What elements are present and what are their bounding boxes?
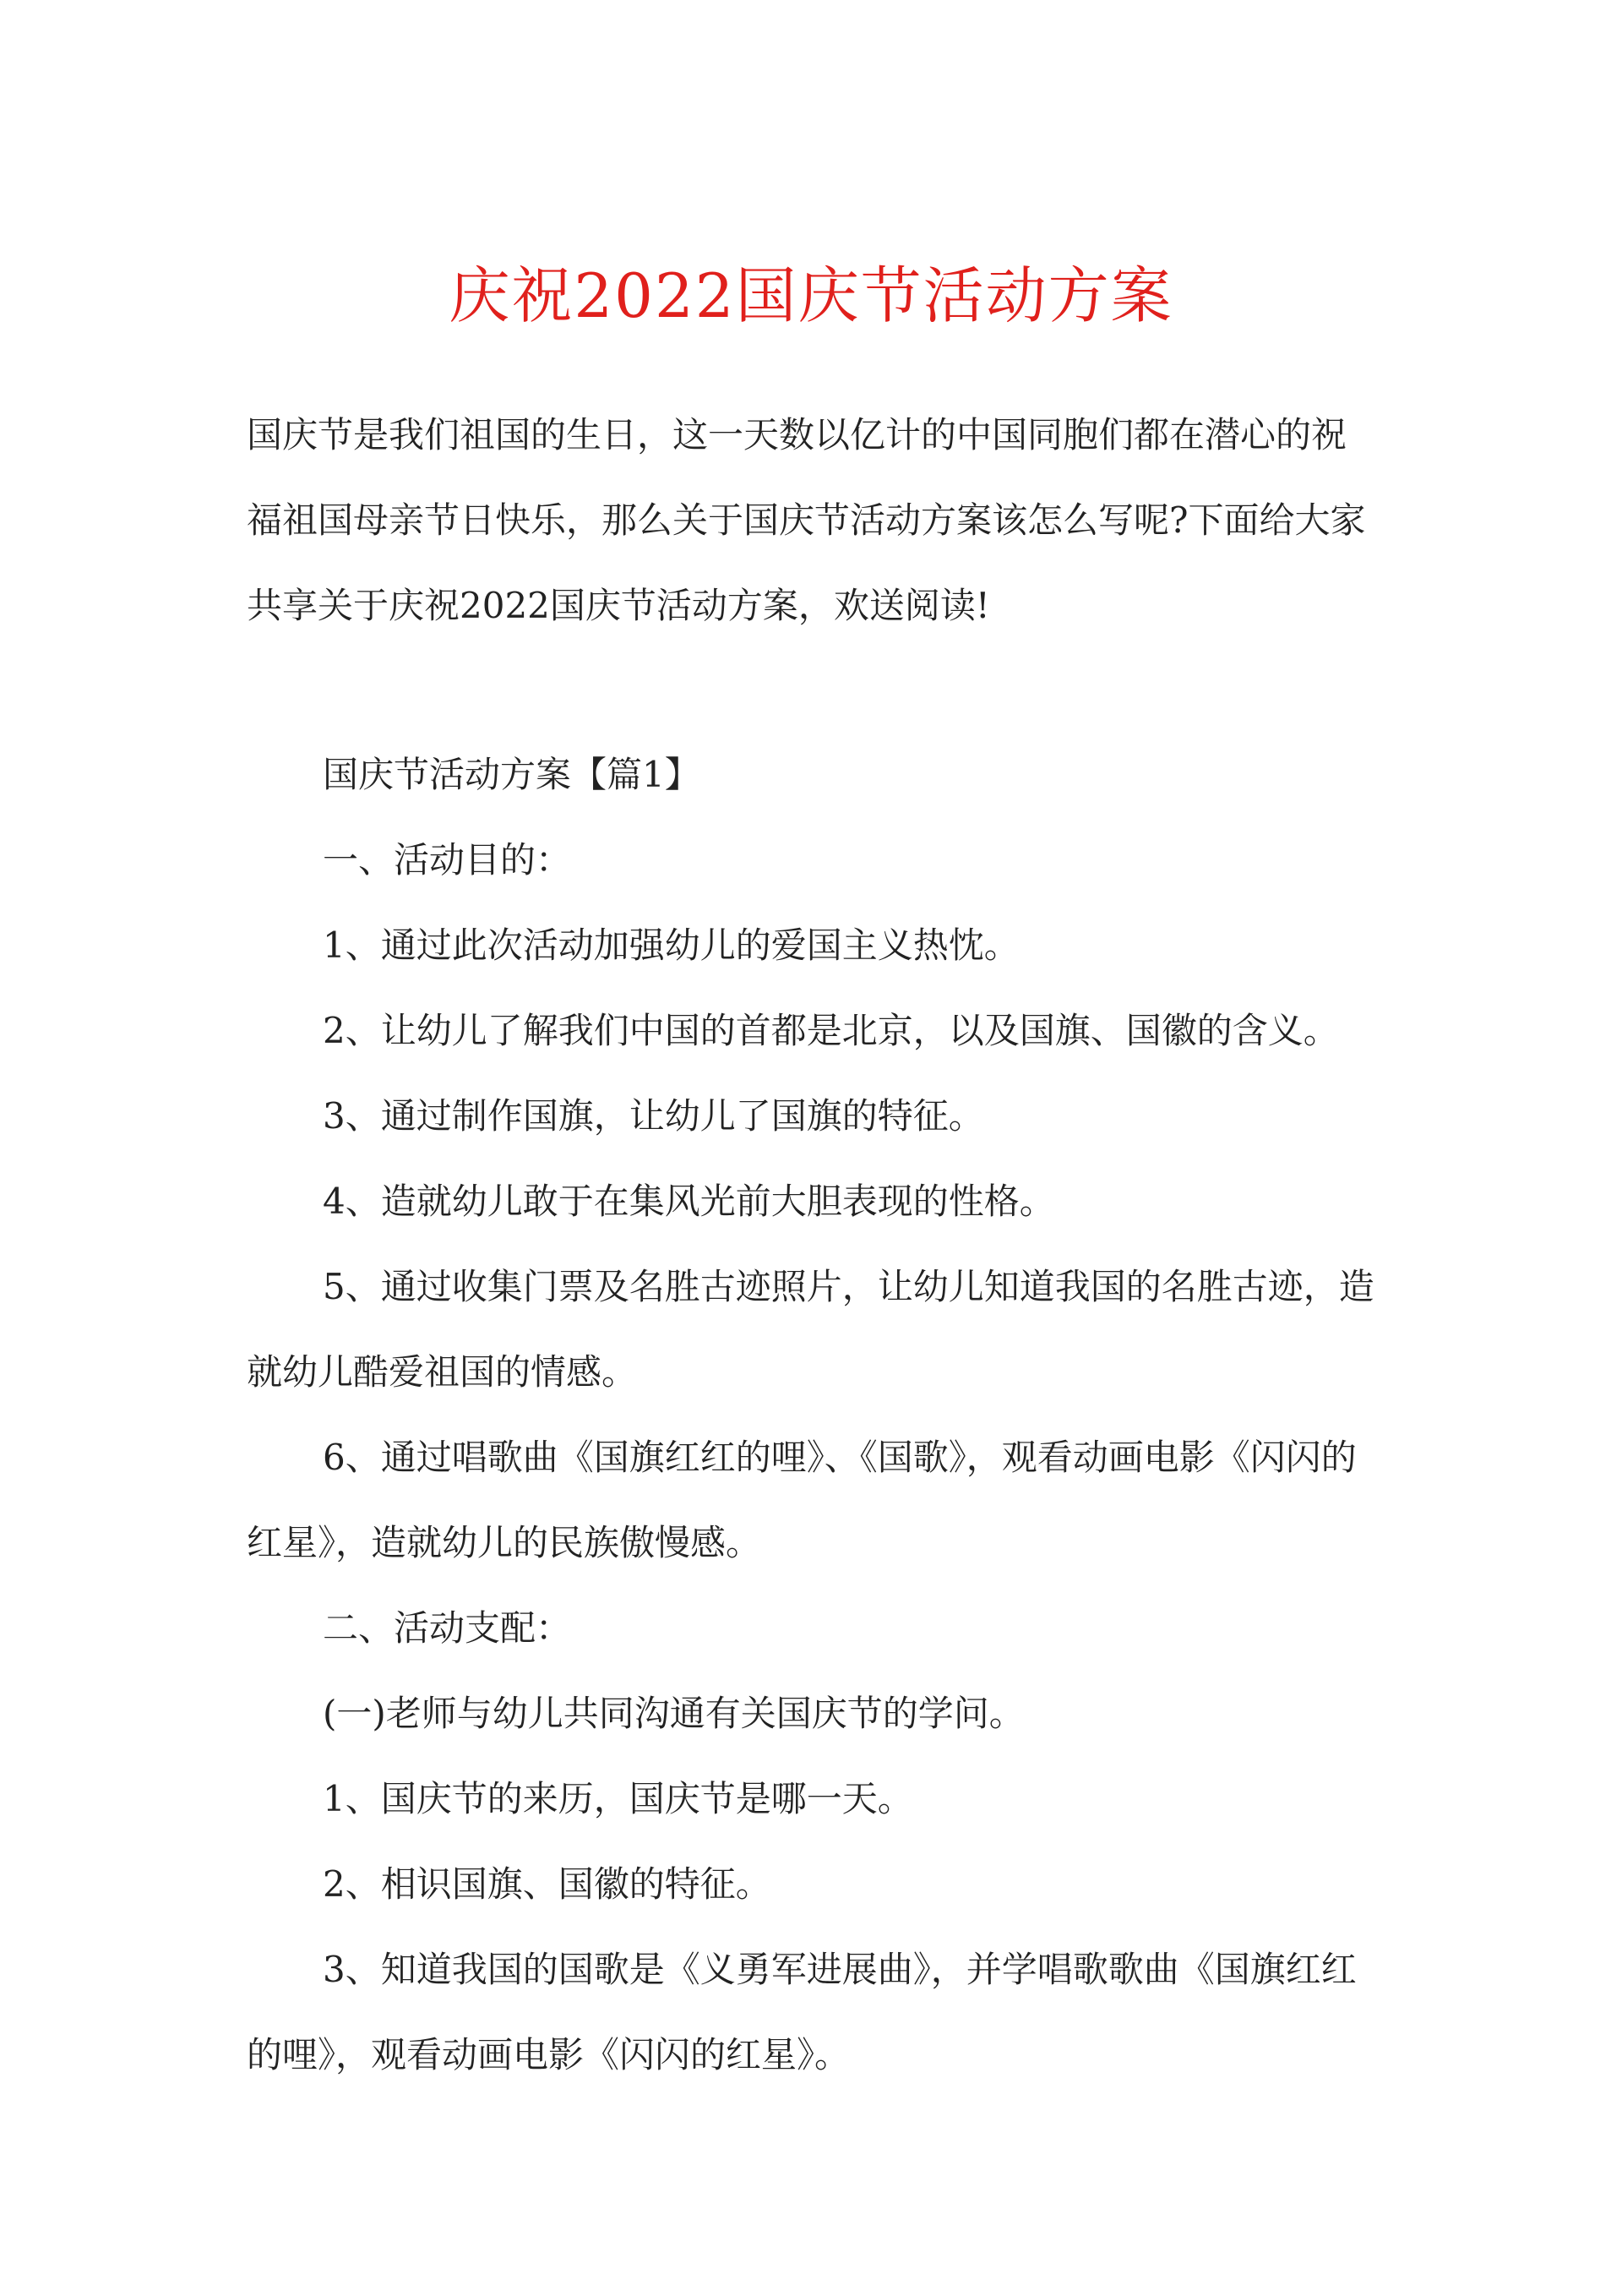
paragraph: 2、让幼儿了解我们中国的首都是北京，以及国旗、国徽的含义。 (323, 1010, 1339, 1051)
paragraph: 1、通过此次活动加强幼儿的爱国主义热忱。 (323, 924, 1020, 966)
paragraph: 6、通过唱歌曲《国旗红红的哩》、《国歌》，观看动画电影《闪闪的红星》，造就幼儿的民族傲慢感。 (247, 1437, 1357, 1563)
document-title: 庆祝2022国庆节活动方案 (449, 260, 1173, 331)
paragraph: 3、知道我国的国歌是《义勇军进展曲》，并学唱歌歌曲《国旗红红的哩》，观看动画电影《闪闪的红星》。 (247, 1949, 1357, 2075)
paragraph: 一、活动目的： (323, 839, 572, 881)
section-heading: 国庆节活动方案【篇1】 (323, 754, 700, 795)
paragraph: (一)老师与幼儿共同沟通有关国庆节的学问。 (323, 1693, 1025, 1734)
document-body (247, 732, 1379, 2097)
paragraph: 5、通过收集门票及名胜古迹照片，让幼儿知道我国的名胜古迹，造就幼儿酷爱祖国的情感。 (247, 1266, 1374, 1393)
paragraph: 1、国庆节的来历，国庆节是哪一天。 (323, 1778, 913, 1819)
paragraph: 4、造就幼儿敢于在集风光前大胆表现的性格。 (323, 1181, 1055, 1222)
intro-paragraph: 国庆节是我们祖国的生日，这一天数以亿计的中国同胞们都在潜心的祝福祖国母亲节日快乐，那么关于国庆节活动方案该怎么写呢?下面给大家共享关于庆祝2022国庆节活动方案，欢送阅读! (247, 414, 1366, 626)
paragraph: 二、活动支配： (323, 1607, 572, 1649)
paragraph: 2、相识国旗、国徽的特征。 (323, 1863, 771, 1905)
paragraph: 3、通过制作国旗，让幼儿了国旗的特征。 (323, 1095, 984, 1137)
